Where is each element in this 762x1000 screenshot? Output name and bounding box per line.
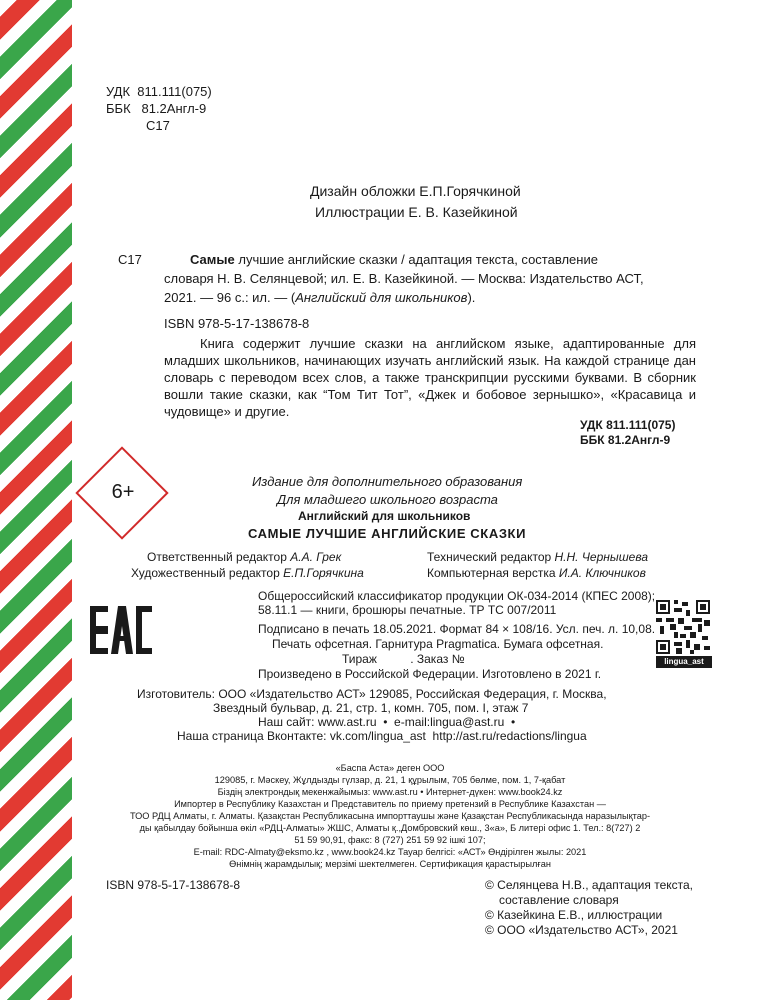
kazakh-line7: 51 59 90,91, факс: 8 (727) 251 59 92 ішкі 107; — [294, 835, 486, 845]
cover-design-credit: Дизайн обложки Е.П.Горячкиной — [310, 183, 521, 199]
decorative-stripes — [0, 0, 72, 1000]
isbn-bottom: ISBN 978-5-17-138678-8 — [106, 878, 241, 892]
editor: Ответственный редактор А.А. Грек — [147, 550, 342, 564]
kazakh-line9: Өнімнің жарамдылық; мерзімі шектелмеген. Сертификация қарастырылған — [229, 859, 551, 869]
classifier-line2: 58.11.1 — книги, брошюры печатные. ТР ТС 007/2011 — [258, 603, 557, 617]
age-rating: 6+ — [111, 481, 135, 503]
art-editor: Художественный редактор Е.П.Горячкина — [131, 566, 364, 580]
qr-label: lingua_ast — [656, 656, 712, 668]
edition-age-group: Для младшего школьного возраста — [277, 492, 498, 507]
print-line3: Тираж . Заказ № — [342, 652, 465, 666]
tech-editor: Технический редактор Н.Н. Чернышева — [427, 550, 649, 564]
kazakh-line3: Біздің электрондық мекенжайымыз: www.ast.ru • Интернет-дүкен: www.book24.kz — [217, 787, 563, 797]
bbk-bold: ББК 81.2Англ-9 — [580, 433, 671, 447]
kazakh-line5: ТОО РДЦ Алматы, г. Алматы. Қазақстан Республикасына импорттаушы және Қазақстан Республикасында наразылықтар- — [129, 811, 651, 821]
edition-additional: Издание для дополнительного образования — [252, 474, 523, 489]
kazakh-line8: E-mail: RDC-Almaty@eksmo.kz , www.book24.kz Тауар белгісі: «АСТ» Өндірілген жылы: 2021 — [193, 847, 587, 857]
author-code: С17 — [146, 118, 170, 133]
illustrations-credit: Иллюстрации Е. В. Казейкиной — [315, 204, 518, 220]
copyright-illustrations: © Казейкина Е.В., иллюстрации — [485, 908, 663, 922]
kazakh-line2: 129085, г. Мәскеу, Жұлдызды гүлзар, д. 21, 1 құрылым, 705 бөлме, пом. 1, 7-қабат — [214, 775, 566, 785]
edition-series: Английский для школьников — [298, 509, 471, 523]
udk-bold: УДК 811.111(075) — [580, 418, 676, 432]
copyright-adaptation-cont: составление словаря — [499, 893, 619, 907]
copyright-adaptation: © Селянцева Н.В., адаптация текста, — [485, 878, 693, 892]
kazakh-line1: «Баспа Аста» деген ООО — [335, 763, 445, 773]
kazakh-line4: Импортер в Республику Казахстан и Представитель по приему претензий в Республике Казахстан — — [174, 799, 606, 809]
udk-row: УДК 811.111(075) — [106, 84, 212, 99]
bbk-row: ББК 81.2Англ-9 — [106, 101, 207, 116]
entry-code: С17 — [118, 252, 142, 267]
print-line4: Произведено в Российской Федерации. Изготовлено в 2021 г. — [258, 667, 602, 681]
manufacturer-line2: Звездный бульвар, д. 21, стр. 1, комн. 705, пом. I, этаж 7 — [213, 701, 529, 715]
eac-certification-icon — [90, 606, 152, 654]
entry-line3: 2021. — 96 с.: ил. — (Английский для школьников). — [164, 290, 476, 305]
annotation: Книга содержит лучшие сказки на английском языке, адаптированные для младших школьников, начинающих изучать английский язык. На каждой странице дан словарь с переводом всех слов, а также транскрипции русскими буквами. В сборник вошли такие сказки, как “Том Тит Тот”, «Джек и бобовое зернышко», «Красавица и чудовище» и другие. — [164, 336, 696, 419]
entry-line1: Самые лучшие английские сказки / адаптация текста, составление — [190, 252, 598, 267]
manufacturer-line4: Наша страница Вконтакте: vk.com/lingua_ast http://ast.ru/redactions/lingua — [177, 729, 587, 743]
qr-code-icon — [656, 600, 710, 654]
isbn-top: ISBN 978-5-17-138678-8 — [164, 316, 310, 331]
kazakh-info — [90, 762, 690, 870]
print-line1: Подписано в печать 18.05.2021. Формат 84 × 108/16. Усл. печ. л. 10,08. — [258, 622, 656, 636]
manufacturer-line3: Наш сайт: www.ast.ru • e-mail:lingua@ast.ru • — [258, 715, 516, 729]
entry-line2: словаря Н. В. Селянцевой; ил. Е. В. Казейкиной. — Москва: Издательство АСТ, — [164, 271, 644, 286]
print-line2: Печать офсетная. Гарнитура Pragmatica. Бумага офсетная. — [272, 637, 604, 651]
kazakh-line6: ды қабылдау бойынша өкіл «РДЦ-Алматы» ЖШС, Алматы қ.,Домбровский көш., 3«а», Б литері офис 1. Тел.: 8(727) 2 — [139, 823, 641, 833]
edition-title: САМЫЕ ЛУЧШИЕ АНГЛИЙСКИЕ СКАЗКИ — [248, 526, 527, 541]
classifier-line1: Общероссийский классификатор продукции ОК-034-2014 (КПЕС 2008); — [258, 589, 656, 603]
manufacturer-line1: Изготовитель: ООО «Издательство АСТ» 129085, Российская Федерация, г. Москва, — [137, 687, 607, 701]
copyright-publisher: © ООО «Издательство АСТ», 2021 — [485, 923, 678, 937]
layout-designer: Компьютерная верстка И.А. Ключников — [427, 566, 646, 580]
